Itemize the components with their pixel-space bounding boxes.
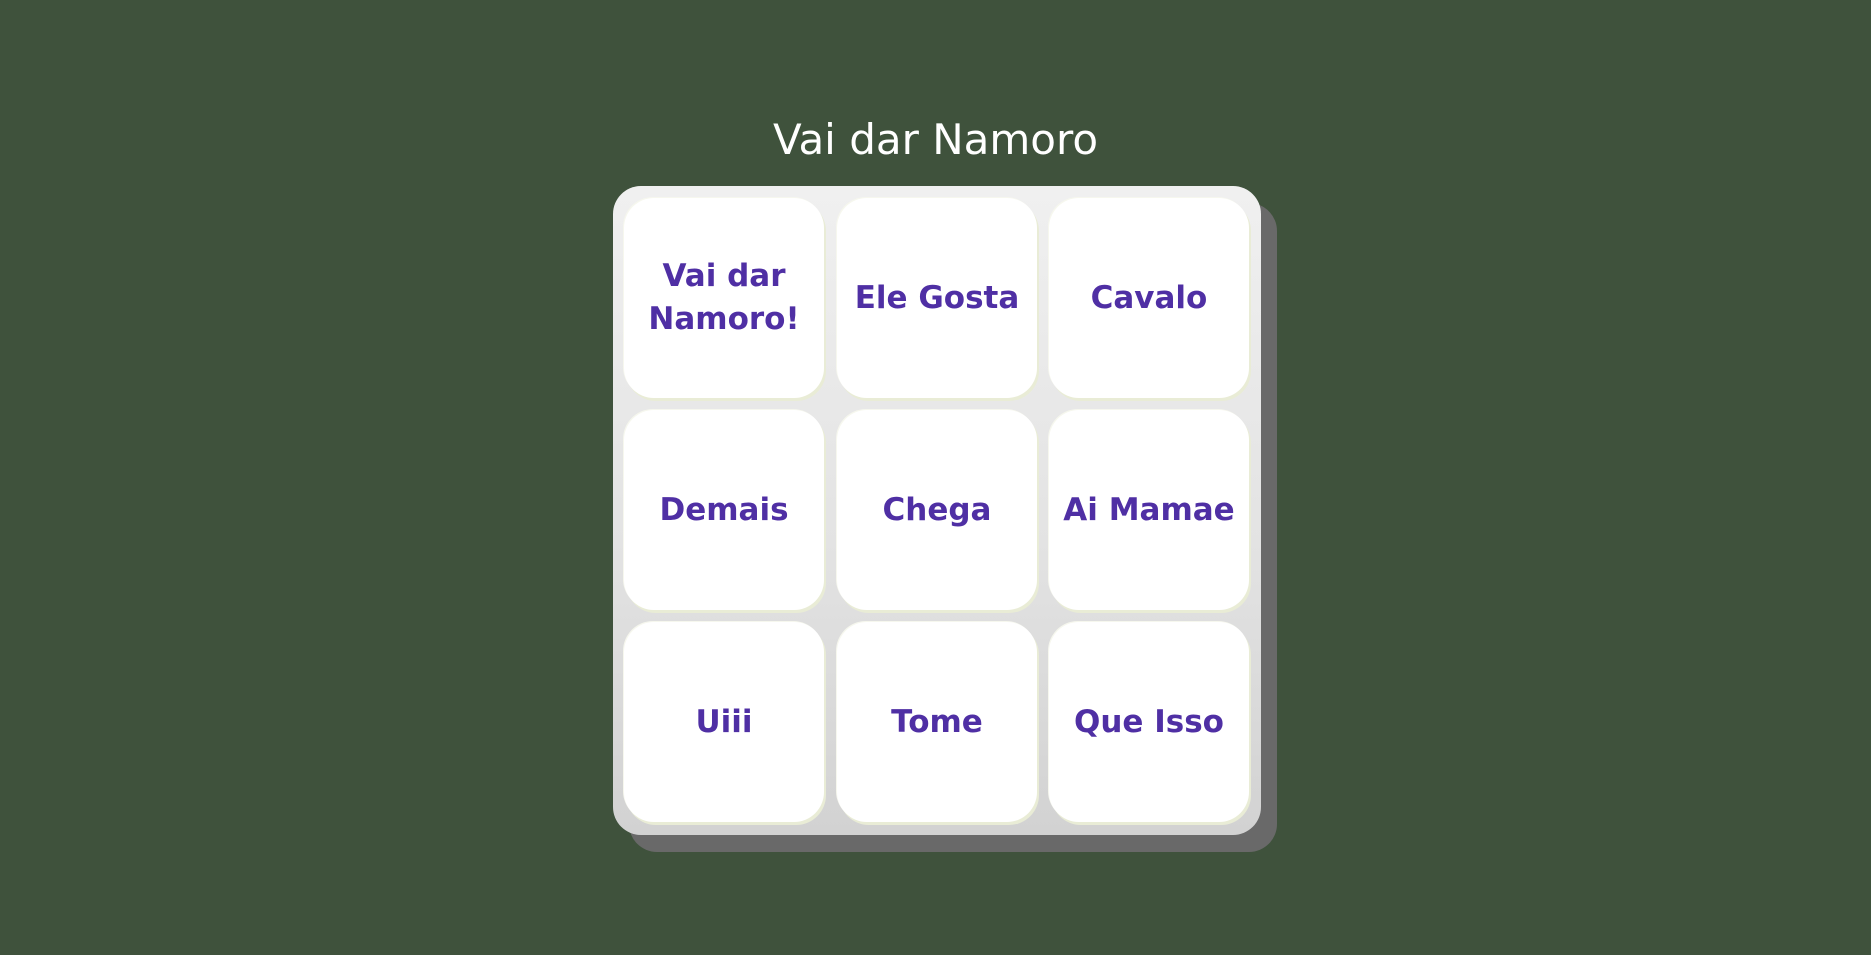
pad-label: Cavalo <box>1090 279 1208 316</box>
sound-pad-cavalo[interactable] <box>1049 198 1249 398</box>
soundboard-grid <box>613 186 1261 835</box>
pad-label: Chega <box>882 491 992 528</box>
sound-pad-demais[interactable] <box>624 410 824 610</box>
sound-pad-que-isso[interactable] <box>1049 622 1249 822</box>
sound-pad-uiii[interactable] <box>624 622 824 822</box>
sound-pad-ai-mamae[interactable] <box>1049 410 1249 610</box>
sound-pad-ele-gosta[interactable] <box>837 198 1037 398</box>
sound-pad-vai-dar-namoro[interactable] <box>624 198 824 398</box>
pad-label: Demais <box>659 491 789 528</box>
pad-label: Ele Gosta <box>854 279 1020 316</box>
pad-label: Uiii <box>695 703 753 740</box>
page-title: Vai dar Namoro <box>772 115 1099 164</box>
sound-pad-chega[interactable] <box>837 410 1037 610</box>
pad-label: Vai dar Namoro! <box>648 258 800 337</box>
sound-pad-tome[interactable] <box>837 622 1037 822</box>
pad-label: Tome <box>891 703 983 740</box>
pad-label: Que Isso <box>1074 703 1224 740</box>
pad-label: Ai Mamae <box>1063 491 1235 528</box>
